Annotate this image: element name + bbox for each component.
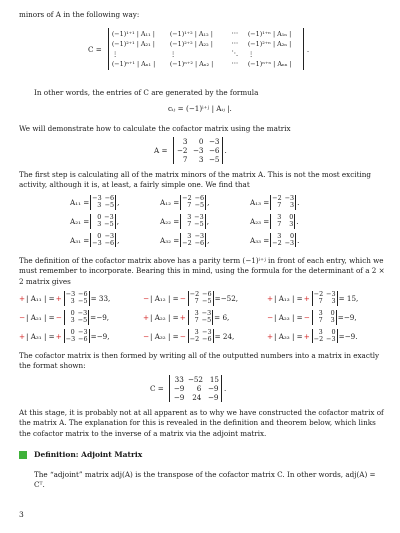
C-label: C = <box>88 44 102 54</box>
cofactor-det-cell: 7 <box>194 297 199 306</box>
minor-label: A₃₁ = <box>70 235 90 245</box>
cofactor-det-cell: −6 <box>202 290 212 298</box>
cofactor-entry <box>19 329 139 344</box>
minor-cell: 3 <box>277 212 282 221</box>
minor-cell: −3 <box>92 239 102 248</box>
cofactor-det-cell: 3 <box>70 316 75 325</box>
minors-row <box>70 214 328 229</box>
minor-matrix <box>90 214 115 229</box>
minor-label: A₂₁ = <box>70 216 90 226</box>
cofactor-det-cell: 0 <box>331 327 336 336</box>
cofactor-label: | A₁₁ | = <box>26 293 55 303</box>
cofactor-entry <box>143 291 263 306</box>
cofactor-general-cell: ⋯ <box>231 29 238 37</box>
minor-cell: −3 <box>104 212 114 221</box>
cofactor-general-cell: (−1)²⁺ⁿ | A₂ₙ | <box>247 40 292 48</box>
cofactor-value: =−9, <box>337 312 357 322</box>
cofactor-general-cell: (−1)ⁿ⁺ⁿ | Aₙₙ | <box>247 60 292 68</box>
parity-sign: + <box>143 312 150 322</box>
cofactor-general-cell: (−1)¹⁺ⁿ | A₁ₙ | <box>247 30 292 38</box>
cofactor-entry <box>267 329 387 344</box>
cofactor-result-row <box>172 375 219 384</box>
parity-sign: + <box>19 331 26 341</box>
minor-cell: 3 <box>290 201 295 210</box>
cofactor-det-row <box>66 317 87 324</box>
cofactor-result-cell: 33 <box>174 375 184 384</box>
minor-entry <box>160 233 238 248</box>
minor-punct: , <box>207 197 210 207</box>
cofactor-values-block <box>19 291 387 347</box>
minors-block <box>70 195 328 251</box>
cofactor-det-cell: −5 <box>78 297 88 306</box>
parity-sign: − <box>303 312 310 322</box>
cofactor-det-cell: −3 <box>326 290 336 298</box>
cofactor-general-cell: ⋮ <box>111 50 119 58</box>
cofactor-entry <box>143 329 263 344</box>
cofactor-det <box>312 291 338 306</box>
cofactor-general-cell: (−1)ⁿ⁺¹ | Aₙ₁ | <box>111 60 156 68</box>
matrix-A-cell: 7 <box>182 155 188 164</box>
minor-cell: −3 <box>194 212 204 221</box>
minor-cell: 7 <box>187 220 192 229</box>
cofactor-det-cell: −3 <box>202 327 212 336</box>
cofactor-general-row <box>112 39 300 49</box>
minor-cell: 7 <box>187 201 192 210</box>
cofactor-label: | A₃₂ | = <box>150 331 179 341</box>
cofactor-det-cell: −5 <box>77 316 88 325</box>
minor-row <box>272 221 293 228</box>
cofactor-det-cell: −3 <box>78 327 88 336</box>
minor-row <box>182 221 203 228</box>
cofactor-det-row <box>190 317 211 324</box>
cofactor-row <box>19 329 387 344</box>
minor-cell: −2 <box>182 239 192 248</box>
minor-matrix <box>270 214 295 229</box>
cofactor-det-cell: −2 <box>313 335 324 344</box>
minor-label: A₁₁ = <box>70 197 90 207</box>
cofactor-general-cell: ⋯ <box>231 59 238 67</box>
cofactor-det-cell: −5 <box>202 297 212 306</box>
cofactor-label: | A₃₃ | = <box>274 331 303 341</box>
minor-punct: , <box>207 235 210 245</box>
cofactor-det <box>64 310 89 325</box>
cofactor-result-cell: 15 <box>209 375 219 384</box>
cofactor-general-cell: ⋮ <box>169 50 177 58</box>
minor-label: A₁₂ = <box>160 197 180 207</box>
matrix-A-cell: 0 <box>198 137 204 146</box>
parity-sign: − <box>55 312 62 322</box>
minor-matrix <box>90 195 116 210</box>
minor-punct: . <box>297 235 300 245</box>
cofactor-det-cell: 3 <box>330 316 335 325</box>
minor-label: A₃₂ = <box>160 235 180 245</box>
minor-cell: −5 <box>194 201 205 210</box>
matrix-A-cell: 3 <box>198 155 204 164</box>
cofactor-det-row <box>314 317 335 324</box>
definition-text: The “adjoint” matrix adj(A) is the transpose of the cofactor matrix C. In other words, adj(A) = Cᵀ. <box>34 470 376 490</box>
cofactor-det <box>64 329 90 344</box>
cofactor-general-row <box>112 29 300 39</box>
minor-entry <box>160 214 238 229</box>
cofactor-result-matrix <box>169 375 222 402</box>
minor-cell: 0 <box>290 231 295 240</box>
minor-row <box>182 202 204 209</box>
minor-cell: 3 <box>289 220 294 229</box>
minor-cell: −5 <box>104 220 114 229</box>
cofactor-general-cell: (−1)²⁺¹ | A₂₁ | <box>111 40 155 48</box>
cofactor-label: | A₂₁ | = <box>26 312 55 322</box>
minors-row <box>70 233 328 248</box>
minor-row <box>92 221 113 228</box>
minor-entry <box>70 195 148 210</box>
cofactor-value: = 33, <box>90 293 111 303</box>
cofactor-det-cell: 3 <box>194 308 199 317</box>
cofactor-entry <box>19 310 139 325</box>
demo-paragraph: We will demonstrate how to calculate the cofactor matrix using the matrix <box>19 124 291 133</box>
cofactor-det-row <box>190 298 212 305</box>
minor-cell: −6 <box>104 194 115 202</box>
cofactor-det-cell: −5 <box>201 316 212 325</box>
parity-paragraph: The definition of the cofactor matrix above has a parity term (−1)ⁱ⁺ʲ in front of each entry, which we must remember to incorporate. Bearing this in mind, using the formula for the determinant of a 2 × 2 matrix gives <box>19 256 385 286</box>
cofactor-value: =−52, <box>214 293 239 303</box>
cofactor-value: =−9, <box>90 312 110 322</box>
minor-cell: −6 <box>194 194 205 202</box>
matrix-A <box>173 137 223 164</box>
cofactor-det-row <box>314 298 336 305</box>
minor-cell: −6 <box>104 239 115 248</box>
minor-cell: 0 <box>289 212 294 221</box>
page-number: 3 <box>19 510 24 519</box>
cofactor-det-cell: 3 <box>331 297 336 306</box>
cofactor-det-cell: −2 <box>189 335 200 344</box>
minor-label: A₂₂ = <box>160 216 180 226</box>
stage-paragraph: At this stage, it is probably not at all apparent as to why we have constructed the cofactor matrix of the matrix A. The explanation for this is revealed in the definition and theorem below, which links the cofactor matrix to the inverse of a matrix via the adjoint matrix. <box>19 408 384 438</box>
minor-row <box>92 240 114 247</box>
cofactor-result-cell: −9 <box>173 384 185 393</box>
cofactor-label: | A₂₃ | = <box>274 312 303 322</box>
cofactor-det-row <box>314 336 336 343</box>
cofactor-det-cell: 0 <box>70 308 75 317</box>
minor-row <box>182 240 204 247</box>
minor-cell: 7 <box>277 220 282 229</box>
matrix-A-cell: 3 <box>182 137 188 146</box>
minor-row <box>92 202 114 209</box>
cofactor-result-cell: −9 <box>173 393 185 402</box>
cofactor-row <box>19 291 387 306</box>
cofactor-result-cell: 24 <box>192 393 202 402</box>
minor-cell: −3 <box>104 231 115 240</box>
cofactor-det-cell: 3 <box>70 297 75 306</box>
minor-row <box>272 240 294 247</box>
parity-sign: − <box>179 293 186 303</box>
minor-cell: −2 <box>272 239 282 248</box>
minor-entry <box>250 195 328 210</box>
formed-paragraph: The cofactor matrix is then formed by writing all of the outputted numbers into a matrix in exactly the format shown: <box>19 351 380 371</box>
minor-punct: , <box>117 235 120 245</box>
parity-sign: + <box>55 331 62 341</box>
matrix-A-row <box>176 155 220 164</box>
matrix-A-cell: −3 <box>208 137 220 146</box>
cofactor-det-cell: −3 <box>77 308 88 317</box>
minor-entry <box>70 214 148 229</box>
parity-sign: − <box>143 331 150 341</box>
parity-sign: + <box>55 293 62 303</box>
minor-matrix <box>270 195 296 210</box>
minor-cell: −3 <box>284 194 295 202</box>
parity-sign: + <box>303 293 310 303</box>
cofactor-general-matrix <box>108 28 304 70</box>
cofactor-det-cell: 7 <box>318 316 323 325</box>
matrix-A-cell: −2 <box>176 146 188 155</box>
cofactor-det-cell: 3 <box>318 327 323 336</box>
minor-cell: 0 <box>97 212 102 221</box>
cofactor-det-cell: −3 <box>201 308 212 317</box>
cofactor-det-cell: −2 <box>313 290 324 298</box>
minor-punct: . <box>297 197 300 207</box>
cofactor-general-row <box>112 49 300 59</box>
definition-heading: Definition: Adjoint Matrix <box>34 450 143 459</box>
minor-entry <box>70 233 148 248</box>
matrix-A-row <box>176 137 220 146</box>
cofactor-general-row <box>112 59 300 69</box>
matrix-A-equation: A = 3 0 −3 −2 −3 −6 7 3 −5 . <box>154 137 227 164</box>
cofactor-det-cell: 7 <box>318 297 323 306</box>
cofactor-det-cell: 7 <box>194 316 199 325</box>
cofactor-det-row <box>190 336 212 343</box>
cofactor-general-cell: (−1)¹⁺² | A₁₂ | <box>169 30 213 38</box>
cofactor-general-cell: (−1)²⁺² | A₂₂ | <box>169 40 213 48</box>
parity-sign: + <box>303 331 310 341</box>
cofactor-general-cell: (−1)¹⁺¹ | A₁₁ | <box>111 30 155 38</box>
cofactor-det-row <box>66 336 88 343</box>
minor-matrix <box>180 195 206 210</box>
minor-cell: −5 <box>104 201 115 210</box>
minors-row <box>70 195 328 210</box>
minor-cell: −6 <box>194 239 205 248</box>
cofactor-value: =−9, <box>90 331 110 341</box>
matrix-A-cell: −3 <box>192 146 204 155</box>
cofactor-result-equation: C = 33 −52 15 −9 6 −9 −9 24 −9 . <box>150 375 227 402</box>
minor-matrix <box>270 233 296 248</box>
minor-cell: −2 <box>182 194 192 202</box>
parity-sign: − <box>143 293 150 303</box>
cofactor-det-cell: −6 <box>202 335 212 344</box>
minor-cell: 3 <box>187 212 192 221</box>
cofactor-det <box>188 310 213 325</box>
first-step-paragraph: The first step is calculating all of the matrix minors of the matrix A. This is not the most exciting activity, although it is, at least, a fairly simple one. We find that <box>19 170 371 190</box>
cofactor-det-cell: −6 <box>78 290 88 298</box>
minor-cell: 7 <box>277 201 282 210</box>
minor-entry <box>250 233 328 248</box>
matrix-A-cell: −5 <box>208 155 220 164</box>
minor-punct: , <box>206 216 209 226</box>
cofactor-result-cell: −9 <box>207 393 219 402</box>
minor-punct: , <box>116 216 119 226</box>
cofactor-det-row <box>66 298 88 305</box>
cofactor-det-cell: −6 <box>78 335 88 344</box>
cofactor-det-cell: −3 <box>326 335 336 344</box>
C-result-label: C = <box>150 384 164 393</box>
entries-paragraph: In other words, the entries of C are generated by the formula <box>34 88 259 97</box>
cofactor-general-cell: ⋮ <box>247 50 255 58</box>
minor-entry <box>250 214 328 229</box>
parity-sign: + <box>267 293 274 303</box>
cofactor-general-cell: ⋯ <box>231 39 238 47</box>
cofactor-entry <box>267 310 387 325</box>
cofactor-det-cell: 0 <box>330 308 335 317</box>
cofactor-entry <box>143 310 263 325</box>
minor-matrix <box>90 233 116 248</box>
minor-cell: −3 <box>92 194 102 202</box>
cofactor-result-cell: −9 <box>207 384 219 393</box>
minor-matrix <box>180 214 205 229</box>
minor-cell: −3 <box>284 239 295 248</box>
parity-sign: − <box>267 312 274 322</box>
cofactor-value: =−9. <box>338 331 358 341</box>
cofactor-det <box>188 291 214 306</box>
matrix-A-cell: −6 <box>208 146 220 155</box>
minor-cell: 3 <box>97 201 102 210</box>
cofactor-label: | A₃₁ | = <box>26 331 55 341</box>
A-label: A = <box>154 146 168 155</box>
cofactor-det-cell: 3 <box>318 308 323 317</box>
cofactor-det-cell: 0 <box>70 327 75 336</box>
minor-row <box>272 202 294 209</box>
cofactor-result-cell: −52 <box>187 375 203 384</box>
definition-marker-square <box>19 451 27 459</box>
minor-label: A₁₃ = <box>250 197 270 207</box>
cofactor-result-row <box>172 384 219 393</box>
minor-matrix <box>180 233 206 248</box>
minor-cell: 0 <box>97 231 102 240</box>
cofactor-general-cell: (−1)ⁿ⁺² | Aₙ₂ | <box>169 60 214 68</box>
cofactor-det <box>312 310 337 325</box>
parity-sign: + <box>179 312 186 322</box>
cofactor-det <box>312 329 338 344</box>
parity-sign: − <box>19 312 26 322</box>
cofactor-det <box>188 329 214 344</box>
entry-formula: cᵢⱼ = (−1)ⁱ⁺ʲ | Aᵢⱼ |. <box>168 104 232 113</box>
cofactor-det-cell: −2 <box>189 290 200 298</box>
parity-sign: − <box>179 331 186 341</box>
minor-label: A₂₃ = <box>250 216 270 226</box>
parity-sign: + <box>19 293 26 303</box>
minor-cell: 3 <box>277 231 282 240</box>
cofactor-row <box>19 310 387 325</box>
cofactor-label: | A₂₂ | = <box>150 312 179 322</box>
cofactor-result-cell: 6 <box>196 384 202 393</box>
cofactor-label: | A₁₃ | = <box>274 293 303 303</box>
cofactor-det-cell: −3 <box>65 335 76 344</box>
minor-cell: −2 <box>272 194 282 202</box>
cofactor-definition-equation: C = (−1)¹⁺¹ | A₁₁ | (−1)¹⁺² | A₁₂ | ⋯ (−1)¹⁺ⁿ | A₁ₙ | (−1)²⁺¹ | A₂₁ | (−1)²⁺² | A₂₂ | ⋯ (−1)²⁺ⁿ | A₂ₙ | ⋮ ⋮ ⋱ ⋮ (−1)ⁿ⁺¹ | Aₙ₁ | (−1)ⁿ⁺² | Aₙ₂ | ⋯ (−1)ⁿ⁺ⁿ | Aₙₙ | . <box>88 29 310 68</box>
minor-label: A₃₃ = <box>250 235 270 245</box>
minor-cell: −3 <box>194 231 205 240</box>
cofactor-result-row <box>172 393 219 402</box>
matrix-A-row <box>176 146 220 155</box>
cofactor-det-cell: −3 <box>65 290 76 298</box>
cofactor-det-cell: 3 <box>194 327 199 336</box>
parity-sign: + <box>267 331 274 341</box>
minor-cell: 3 <box>97 220 102 229</box>
cofactor-entry <box>19 291 139 306</box>
minor-punct: , <box>117 197 120 207</box>
minor-punct: . <box>296 216 299 226</box>
minor-cell: −5 <box>194 220 204 229</box>
cofactor-det <box>64 291 90 306</box>
cofactor-value: = 6, <box>214 312 230 322</box>
cofactor-entry <box>267 291 387 306</box>
cofactor-label: | A₁₂ | = <box>150 293 179 303</box>
cofactor-value: = 15, <box>338 293 359 303</box>
intro-paragraph: minors of A in the following way: <box>19 10 140 19</box>
minor-entry <box>160 195 238 210</box>
minor-cell: 3 <box>187 231 192 240</box>
cofactor-general-cell: ⋱ <box>231 49 238 57</box>
cofactor-value: = 24, <box>214 331 235 341</box>
